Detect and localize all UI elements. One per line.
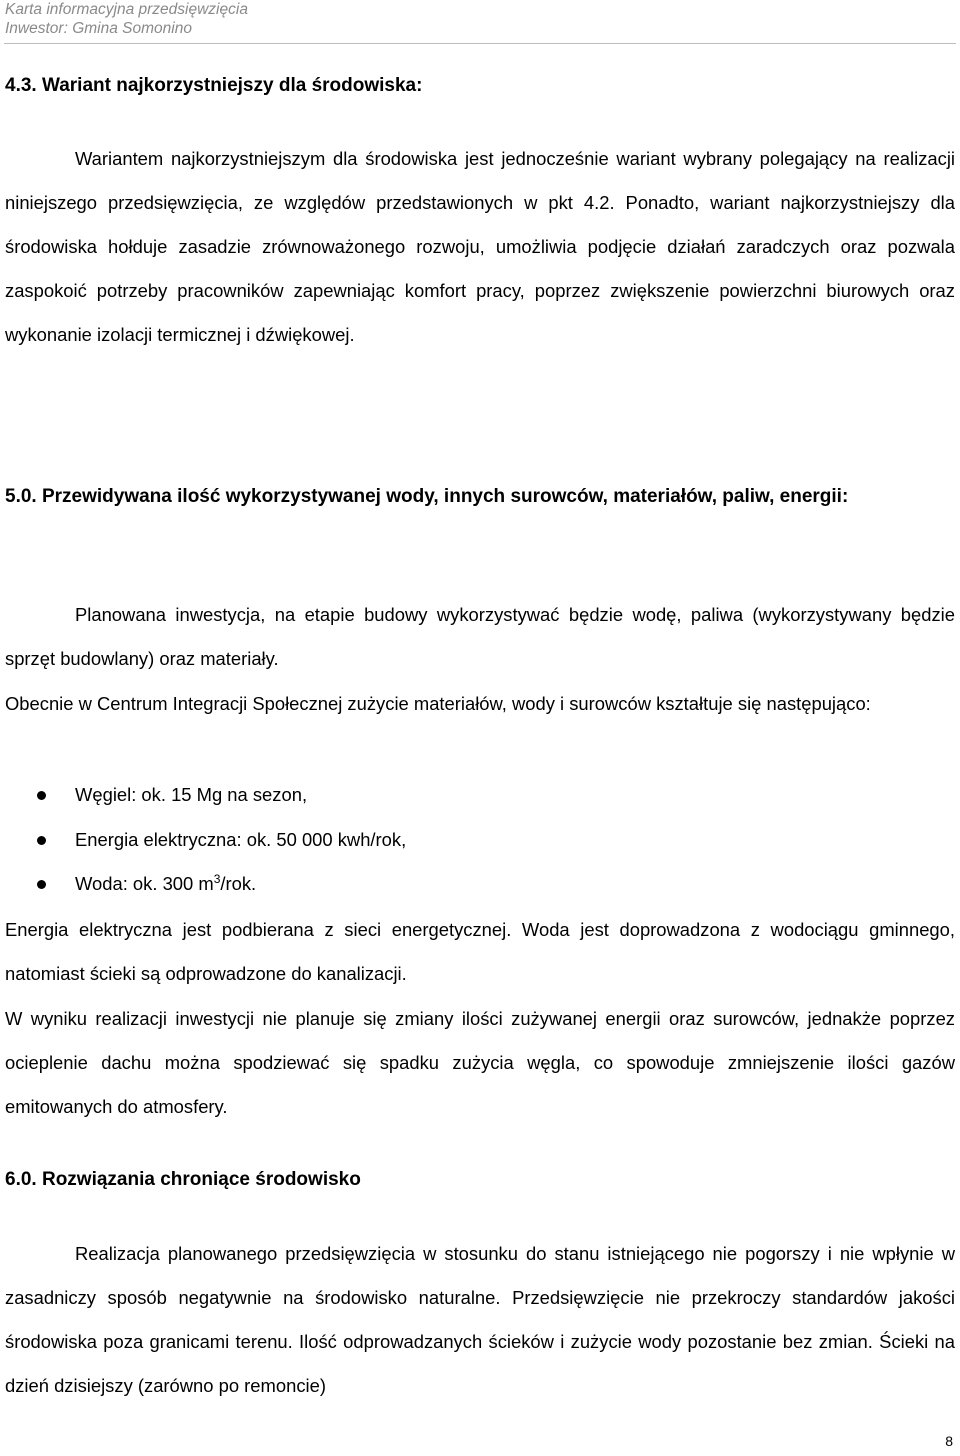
page-number: 8	[945, 1433, 953, 1449]
list-item-water: Woda: ok. 300 $m^3$/rok.	[5, 862, 955, 907]
heading-6-0: 6.0. Rozwiązania chroniące środowisko	[5, 1169, 361, 1190]
list-item-coal: Węgiel: ok. 15 Mg na sezon,	[5, 773, 955, 818]
paragraph-5-0-4: W wyniku realizacji inwestycji nie planuje się zmiany ilości zużywanej energii oraz surowców, jednakże poprzez ocieplenie dachu można spodziewać się spadku zużycia węgla, co spowoduje zmniejszenie ilości gazów emitowanych do atmosfery.	[5, 1008, 955, 1117]
consumption-list	[5, 773, 955, 907]
running-header	[5, 0, 248, 38]
header-investor: Inwestor: Gmina Somonino	[5, 20, 192, 37]
heading-5-0: 5.0. Przewidywana ilość wykorzystywanej wody, innych surowców, materiałów, paliw, energii:	[5, 486, 849, 507]
paragraph-5-0-2: Obecnie w Centrum Integracji Społecznej zużycie materiałów, wody i surowców kształtuje się następująco:	[5, 693, 871, 714]
bullet-icon	[37, 836, 46, 845]
heading-4-3: 4.3. Wariant najkorzystniejszy dla środowiska:	[5, 75, 423, 96]
paragraph-5-0-1: Planowana inwestycja, na etapie budowy wykorzystywać będzie wodę, paliwa (wykorzystywany będzie sprzęt budowlany) oraz materiały.	[5, 604, 955, 669]
bullet-icon	[37, 880, 46, 889]
header-document-title: Karta informacyjna przedsięwzięcia	[5, 1, 248, 18]
header-divider	[4, 43, 956, 44]
paragraph-6-0-1: Realizacja planowanego przedsięwzięcia w stosunku do stanu istniejącego nie pogorszy i nie wpłynie w zasadniczy sposób negatywnie na środowisko naturalne. Przedsięwzięcie nie przekroczy standardów jakości środowiska poza granicami terenu. Ilość odprowadzanych ścieków i zużycie wody pozostanie bez zmian. Ścieki na dzień dzisiejszy (zarówno po remoncie)	[5, 1243, 955, 1396]
bullet-icon	[37, 791, 46, 800]
paragraph-5-0-3: Energia elektryczna jest podbierana z sieci energetycznej. Woda jest doprowadzona z wodociągu gminnego, natomiast ścieki są odprowadzone do kanalizacji.	[5, 919, 955, 984]
paragraph-4-3-1: Wariantem najkorzystniejszym dla środowiska jest jednocześnie wariant wybrany polegający na realizacji niniejszego przedsięwzięcia, ze względów przedstawionych w pkt 4.2. Ponadto, wariant najkorzystniejszy dla środowiska hołduje zasadzie zrównoważonego rozwoju, umożliwia podjęcie działań zaradczych oraz pozwala zaspokoić potrzeby pracowników zapewniając komfort pracy, poprzez zwiększenie powierzchni biurowych oraz wykonanie izolacji termicznej i dźwiękowej.	[5, 148, 955, 345]
list-item-electricity: Energia elektryczna: ok. 50 000 kwh/rok,	[5, 818, 955, 863]
